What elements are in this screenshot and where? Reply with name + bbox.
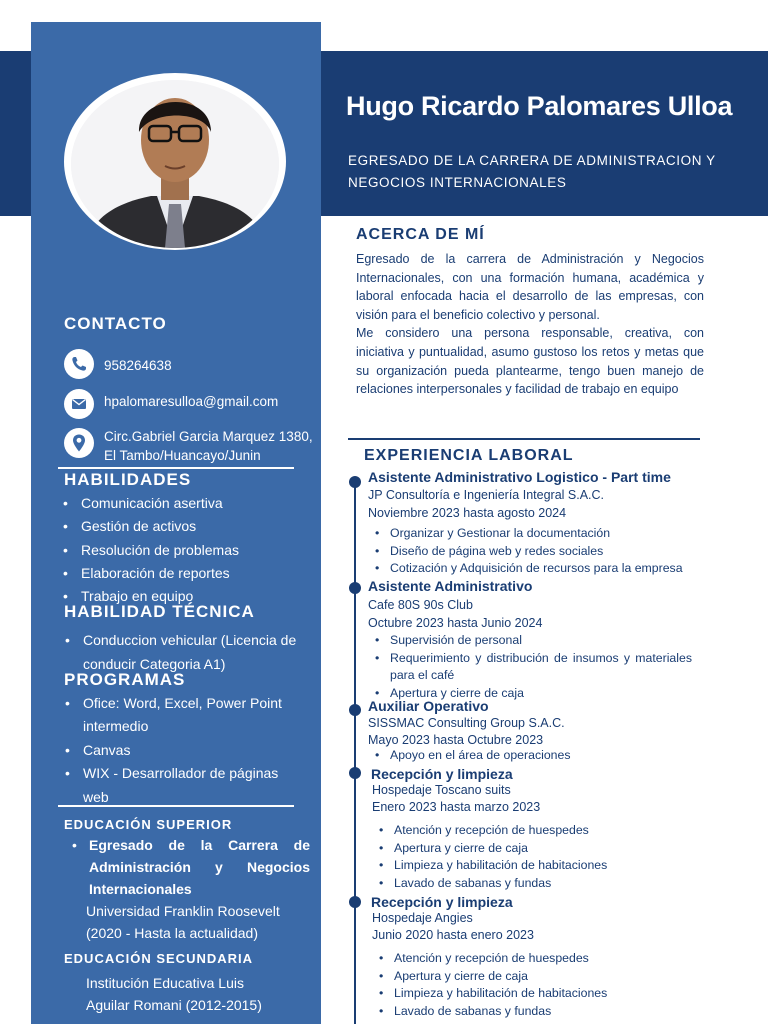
degree-line1: Egresado de la Carrera de bbox=[89, 837, 310, 853]
job-company: Cafe 80S 90s Club bbox=[368, 598, 473, 612]
degree-line3: Internacionales bbox=[89, 881, 192, 897]
experience-divider bbox=[348, 438, 700, 440]
contact-email[interactable]: hpalomaresulloa@gmail.com bbox=[104, 394, 279, 409]
degree-line2: Administración y Negocios bbox=[89, 859, 310, 875]
sidebar-divider bbox=[58, 805, 294, 807]
list-item: • Atención y recepción de huespedes bbox=[372, 822, 607, 840]
job-title: Recepción y limpieza bbox=[371, 894, 513, 910]
about-heading: ACERCA DE MÍ bbox=[356, 226, 485, 243]
list-item: • Elaboración de reportes bbox=[63, 562, 239, 585]
job-period: Enero 2023 hasta marzo 2023 bbox=[372, 800, 541, 814]
timeline-dot bbox=[349, 767, 361, 779]
list-item: • Organizar y Gestionar la documentación bbox=[368, 525, 683, 543]
list-item: • Comunicación asertiva bbox=[63, 492, 239, 515]
higher-education-heading: EDUCACIÓN SUPERIOR bbox=[64, 817, 233, 832]
list-item: • Limpieza y habilitación de habitaciones bbox=[372, 857, 607, 875]
list-item: • Diseño de página web y redes sociales bbox=[368, 543, 683, 561]
list-item: • WIX - Desarrollador de páginas web bbox=[65, 762, 282, 809]
experience-heading: EXPERIENCIA LABORAL bbox=[364, 447, 574, 464]
list-item: • Supervisión de personal bbox=[368, 632, 692, 650]
university-period: (2020 - Hasta la actualidad) bbox=[86, 925, 258, 941]
timeline-dot bbox=[349, 704, 361, 716]
job-tasks bbox=[368, 632, 692, 702]
job-period: Noviembre 2023 hasta agosto 2024 bbox=[368, 506, 567, 520]
list-item: • Cotización y Adquisición de recursos para la empresa bbox=[368, 560, 683, 578]
job-tasks bbox=[368, 525, 683, 578]
job-period: Octubre 2023 hasta Junio 2024 bbox=[368, 616, 543, 630]
list-item: • Apertura y cierre de caja bbox=[368, 685, 692, 703]
technical-skill-heading: HABILIDAD TÉCNICA bbox=[64, 602, 255, 621]
job-title: Asistente Administrativo bbox=[368, 578, 533, 594]
job-company: JP Consultoría e Ingeniería Integral S.A.C. bbox=[368, 488, 605, 502]
job-period: Junio 2020 hasta enero 2023 bbox=[372, 928, 534, 942]
list-item: • Lavado de sabanas y fundas bbox=[372, 1003, 607, 1021]
programs-heading: PROGRAMAS bbox=[64, 670, 186, 689]
job-title: Auxiliar Operativo bbox=[368, 698, 489, 714]
full-name: Hugo Ricardo Palomares Ulloa bbox=[346, 91, 733, 121]
list-item: • Apertura y cierre de caja bbox=[372, 968, 607, 986]
list-item: • Trabajo en equipo bbox=[63, 585, 239, 608]
timeline-dot bbox=[349, 896, 361, 908]
job-period: Mayo 2023 hasta Octubre 2023 bbox=[368, 733, 544, 747]
contact-heading: CONTACTO bbox=[64, 314, 167, 333]
secondary-education-heading: EDUCACIÓN SECUNDARIA bbox=[64, 951, 254, 966]
list-item: • Apertura y cierre de caja bbox=[372, 840, 607, 858]
list-item: • Atención y recepción de huespedes bbox=[372, 950, 607, 968]
list-item: • Limpieza y habilitación de habitaciones bbox=[372, 985, 607, 1003]
about-paragraph: Egresado de la carrera de Administración y Negocios Internacionales, con una formación humana, académica y laboral enfocada hacia el desarrollo de las empresas, con visión para el beneficio colectivo y personal. bbox=[356, 252, 704, 322]
list-item: • Gestión de activos bbox=[63, 515, 239, 538]
school-line2: Aguilar Romani (2012-2015) bbox=[86, 997, 262, 1013]
school-line1: Institución Educativa Luis bbox=[86, 975, 244, 991]
programs-list bbox=[65, 692, 282, 809]
job-company: SISSMAC Consulting Group S.A.C. bbox=[368, 716, 565, 730]
list-item: • Conduccion vehicular (Licencia de conducir Categoria A1) bbox=[65, 628, 296, 676]
technical-skill-list bbox=[65, 628, 296, 676]
job-tasks bbox=[372, 822, 607, 892]
contact-address-line1: Circ.Gabriel Garcia Marquez 1380, bbox=[104, 429, 313, 444]
job-company: Hospedaje Toscano suits bbox=[372, 783, 511, 797]
sidebar-divider bbox=[58, 467, 294, 469]
job-title: Recepción y limpieza bbox=[371, 766, 513, 782]
list-item: • Resolución de problemas bbox=[63, 539, 239, 562]
list-item: • Canvas bbox=[65, 739, 282, 762]
timeline-dot bbox=[349, 476, 361, 488]
timeline-dot bbox=[349, 582, 361, 594]
degree-bullet: • bbox=[72, 837, 77, 853]
list-item: • Apoyo en el área de operaciones bbox=[368, 747, 571, 765]
university-name: Universidad Franklin Roosevelt bbox=[86, 903, 280, 919]
job-title: Asistente Administrativo Logistico - Part time bbox=[368, 469, 671, 485]
contact-phone[interactable]: 958264638 bbox=[104, 358, 172, 373]
skills-heading: HABILIDADES bbox=[64, 470, 192, 489]
contact-address-line2: El Tambo/Huancayo/Junin bbox=[104, 448, 261, 463]
skills-list bbox=[63, 492, 239, 608]
profession-subtitle: EGRESADO DE LA CARRERA DE ADMINISTRACION Y NEGOCIOS INTERNACIONALES bbox=[348, 153, 716, 190]
list-item: • Ofice: Word, Excel, Power Point intermedio bbox=[65, 692, 282, 739]
about-text bbox=[356, 250, 704, 399]
email-icon bbox=[64, 389, 94, 419]
about-paragraph: Me considero una persona responsable, creativa, con iniciativa y puntualidad, asumo gustoso los retos y metas que su organización pueda plantearme, tengo buen manejo de relaciones interpersonales y facilidad de trabajo en equipo bbox=[356, 326, 704, 397]
job-company: Hospedaje Angies bbox=[372, 911, 473, 925]
list-item: • Lavado de sabanas y fundas bbox=[372, 875, 607, 893]
job-tasks bbox=[372, 950, 607, 1020]
profile-photo bbox=[71, 80, 279, 248]
job-tasks bbox=[368, 747, 571, 765]
phone-icon bbox=[64, 349, 94, 379]
list-item: • Requerimiento y distribución de insumos y materiales para el café bbox=[368, 650, 692, 685]
location-pin-icon bbox=[64, 428, 94, 458]
timeline-line bbox=[354, 480, 356, 1024]
